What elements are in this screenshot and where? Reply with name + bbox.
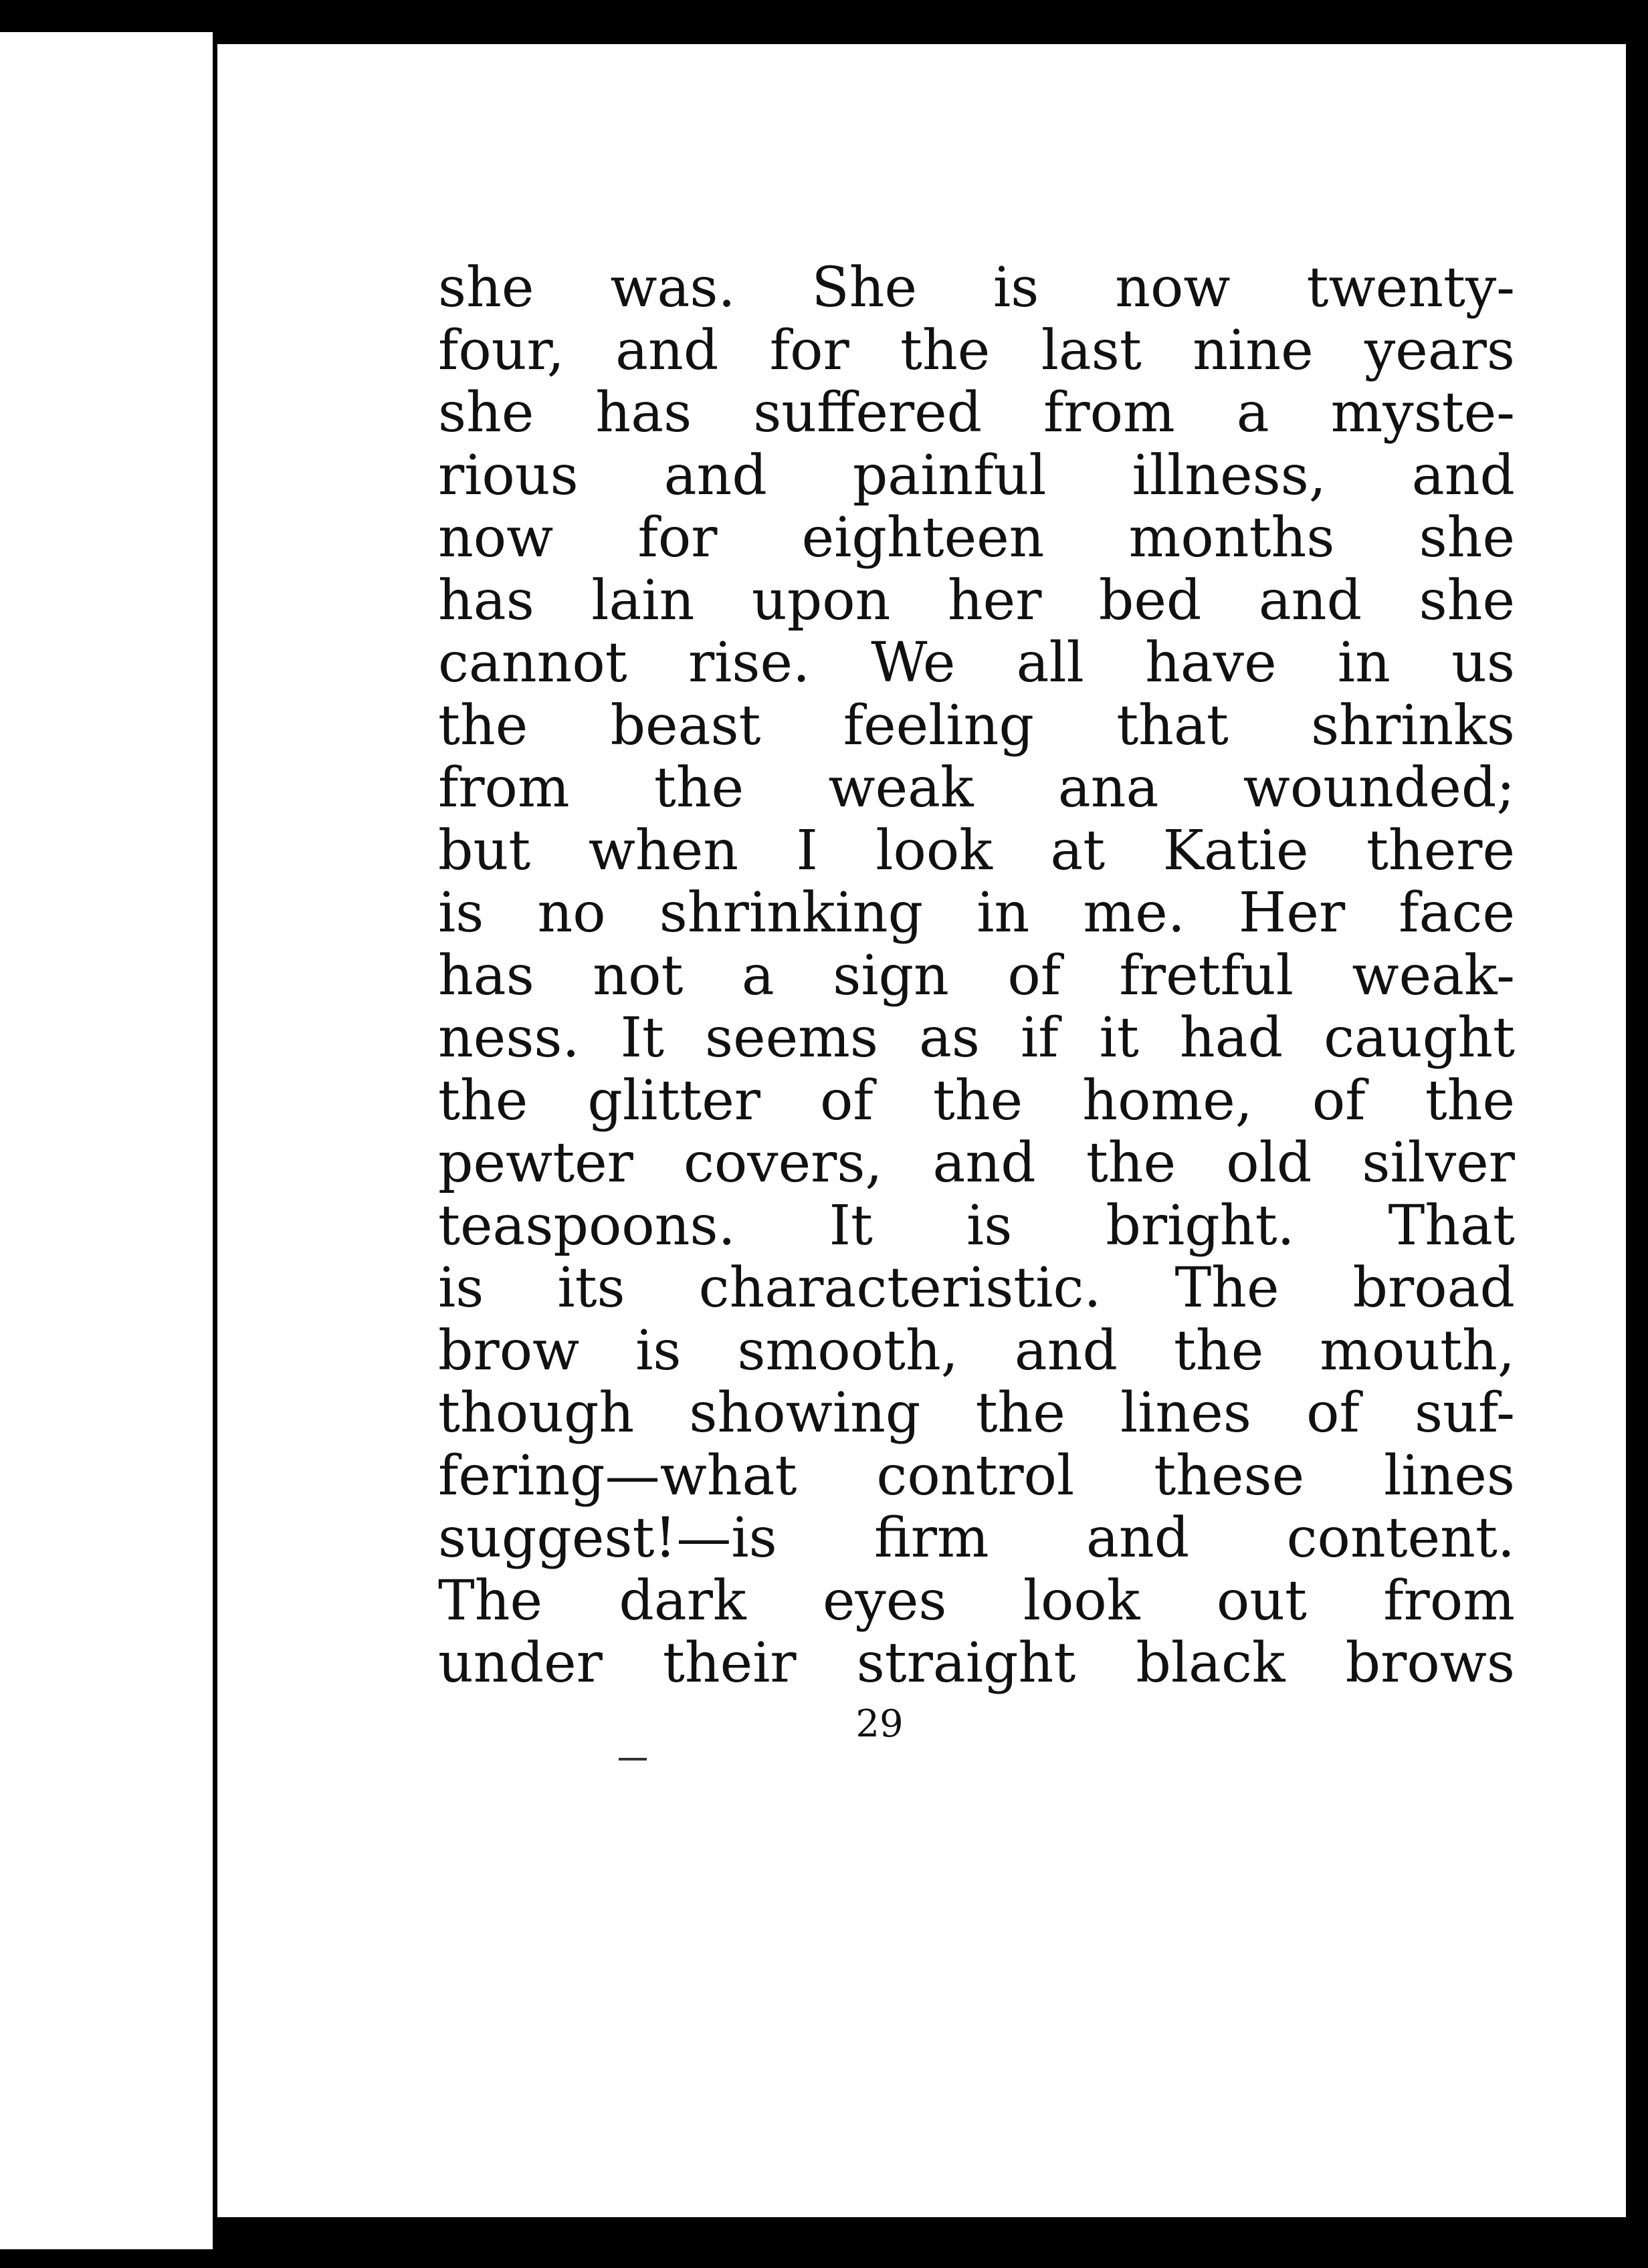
text-line: but when I look at Katie there (438, 818, 1515, 883)
text-line: rious and painful illness, and (438, 443, 1515, 507)
text-line: the beast feeling that shrinks (438, 693, 1515, 758)
text-line: cannot rise. We all have in us (438, 631, 1515, 695)
text-line: pewter covers, and the old silver (438, 1131, 1515, 1195)
text-line: has lain upon her bed and she (438, 568, 1515, 633)
text-line: teaspoons. It is bright. That (438, 1194, 1515, 1258)
text-line: ness. It seems as if it had caught (438, 1006, 1515, 1070)
text-line: she has suffered from a myste- (438, 381, 1515, 445)
text-line: she was. She is now twenty- (438, 256, 1515, 320)
text-line: suggest!—is firm and content. (438, 1506, 1515, 1570)
page-number: 29 (855, 1702, 904, 1746)
text-line: fering—what control these lines (438, 1444, 1515, 1508)
facing-page-margin (0, 32, 213, 2249)
body-text (438, 257, 1515, 1695)
text-line: though showing the lines of suf- (438, 1381, 1515, 1445)
text-line: has not a sign of fretful weak- (438, 943, 1515, 1008)
text-line: brow is smooth, and the mouth, (438, 1319, 1515, 1383)
text-line: The dark eyes look out from (438, 1569, 1515, 1633)
text-line: now for eighteen months she (438, 506, 1515, 570)
text-line: is its characteristic. The broad (438, 1256, 1515, 1320)
text-line: is no shrinking in me. Her face (438, 881, 1515, 945)
book-page (217, 44, 1626, 2217)
text-line: from the weak ana wounded; (438, 756, 1515, 820)
text-line: the glitter of the home, of the (438, 1068, 1515, 1133)
text-line: four, and for the last nine years (438, 318, 1515, 382)
print-speck (619, 1758, 647, 1761)
text-line: under their straight black brows (438, 1631, 1515, 1695)
